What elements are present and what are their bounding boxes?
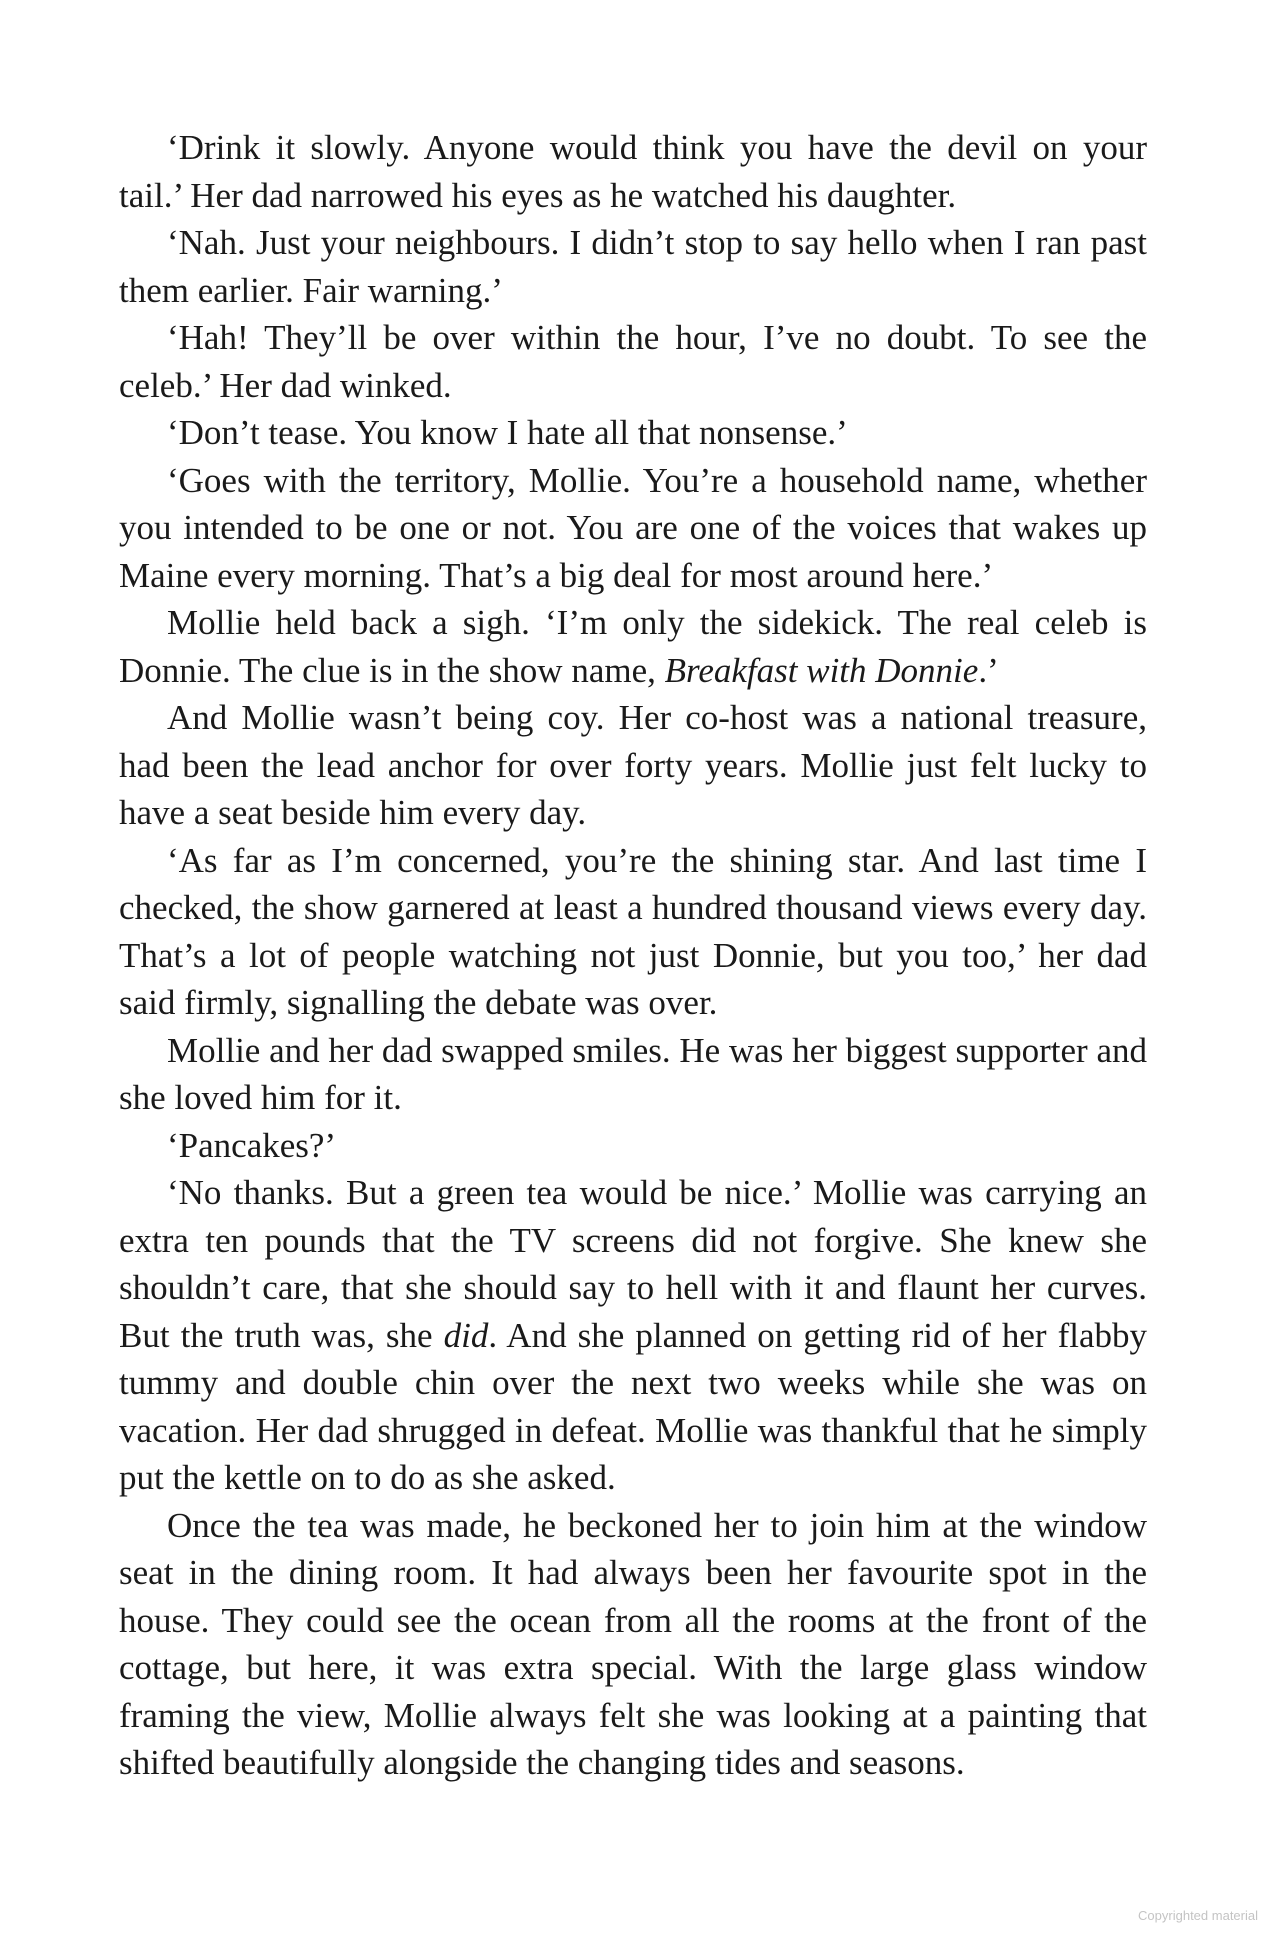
watermark: Copyrighted material xyxy=(1138,1908,1258,1923)
paragraph: ‘Hah! They’ll be over within the hour, I’ve no doubt. To see the celeb.’ Her dad winked. xyxy=(119,318,1147,405)
body-text xyxy=(119,124,1147,1787)
paragraph: Once the tea was made, he beckoned her to join him at the window seat in the dining room. It had always been her favourite spot in the house. They could see the ocean from all the rooms at the front of the cottage, but here, it was extra special. With the large glass window framing the view, Mollie always felt she was looking at a painting that shifted beautifully alongside the changing tides and seasons. xyxy=(119,1505,1147,1782)
paragraph: ‘Nah. Just your neighbours. I didn’t stop to say hello when I ran past them earlier. Fair warning.’ xyxy=(119,223,1147,310)
paragraph: ‘No thanks. But a green tea would be nice.’ Mollie was carrying an extra ten pounds that the TV screens did not forgive. She knew she shouldn’t care, that she should say to hell with it and flaunt her curves. But the truth was, she did. And she planned on getting rid of her flabby tummy and double chin over the next two weeks while she was on vacation. Her dad shrugged in defeat. Mollie was thankful that he simply put the kettle on to do as she asked. xyxy=(119,1173,1147,1497)
paragraph: ‘Don’t tease. You know I hate all that nonsense.’ xyxy=(167,413,848,452)
paragraph: ‘Pancakes?’ xyxy=(167,1125,337,1165)
paragraph: And Mollie wasn’t being coy. Her co-host was a national treasure, had been the lead anchor for over forty years. Mollie just felt lucky to have a seat beside him every day. xyxy=(119,698,1147,832)
emphasis: did xyxy=(443,1315,489,1355)
paragraph: ‘Goes with the territory, Mollie. You’re a household name, whether you intended to be one or not. You are one of the voices that wakes up Maine every morning. That’s a big deal for most around here.’ xyxy=(119,460,1147,595)
paragraph: Mollie held back a sigh. ‘I’m only the sidekick. The real celeb is Donnie. The clue is in the show name, Breakfast with Donnie.’ xyxy=(119,603,1147,690)
paragraph: Mollie and her dad swapped smiles. He was her biggest supporter and she loved him for it. xyxy=(119,1030,1147,1117)
paragraph: ‘Drink it slowly. Anyone would think you have the devil on your tail.’ Her dad narrowed his eyes as he watched his daughter. xyxy=(119,128,1147,215)
show-title: Breakfast with Donnie xyxy=(664,650,979,690)
paragraph: ‘As far as I’m concerned, you’re the shining star. And last time I checked, the show garnered at least a hundred thousand views every day. That’s a lot of people watching not just Donnie, but you too,’ her dad said firmly, signalling the debate was over. xyxy=(119,840,1147,1022)
